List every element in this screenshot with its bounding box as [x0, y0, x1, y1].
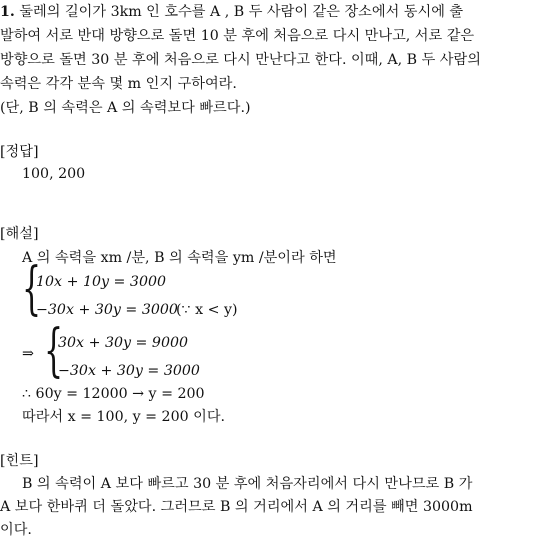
- implies-arrow: ⇒: [22, 346, 34, 362]
- solution-conclusion: 따라서 x = 100, y = 200 이다.: [22, 409, 226, 425]
- left-brace-1: {: [22, 256, 42, 323]
- solution-intro: A 의 속력을 xm /분, B 의 속력을 ym /분이라 하면: [22, 250, 337, 266]
- hint-header: [힌트]: [0, 453, 39, 469]
- therefore-line: ∴ 60y = 12000 → y = 200: [22, 386, 205, 402]
- problem-line-4: 속력은 각각 분속 몇 m 인지 구하여라.: [0, 76, 237, 92]
- left-brace-2: {: [44, 318, 64, 385]
- problem-condition: (단, B 의 속력은 A 의 속력보다 빠르다.): [0, 100, 251, 116]
- problem-line-2: 발하여 서로 반대 방향으로 돌면 10 분 후에 처음으로 다시 만나고, 서로 같은: [0, 28, 475, 44]
- solution-header: [해설]: [0, 226, 39, 242]
- answer-header: [정답]: [0, 144, 39, 160]
- answer-value: 100, 200: [22, 166, 86, 182]
- problem-line-3: 방향으로 돌면 30 분 후에 처음으로 다시 만난다고 한다. 이때, A, B 두 사람의: [0, 52, 481, 68]
- problem-number: 1.: [0, 4, 15, 20]
- hint-line-1: B 의 속력이 A 보다 빠르고 30 분 후에 처음자리에서 다시 만나므로 B 가: [22, 476, 473, 492]
- system1-eq2: −30x + 30y = 3000: [36, 302, 178, 318]
- hint-line-2: A 보다 한바퀴 더 돌았다. 그러므로 B 의 거리에서 A 의 거리를 빼면 3000m: [0, 499, 473, 515]
- problem-text: 둘레의 길이가 3km 인 호수를 A , B 두 사람이 같은 장소에서 동시에 출: [19, 4, 464, 20]
- system1-condition: (∵ x < y): [176, 302, 238, 318]
- system2-eq1: 30x + 30y = 9000: [58, 335, 189, 351]
- hint-line-3: 이다.: [0, 522, 32, 538]
- system1-eq1: 10x + 10y = 3000: [36, 274, 167, 290]
- problem-line-1: [0, 0, 463, 25]
- system2-eq2: −30x + 30y = 3000: [58, 363, 200, 379]
